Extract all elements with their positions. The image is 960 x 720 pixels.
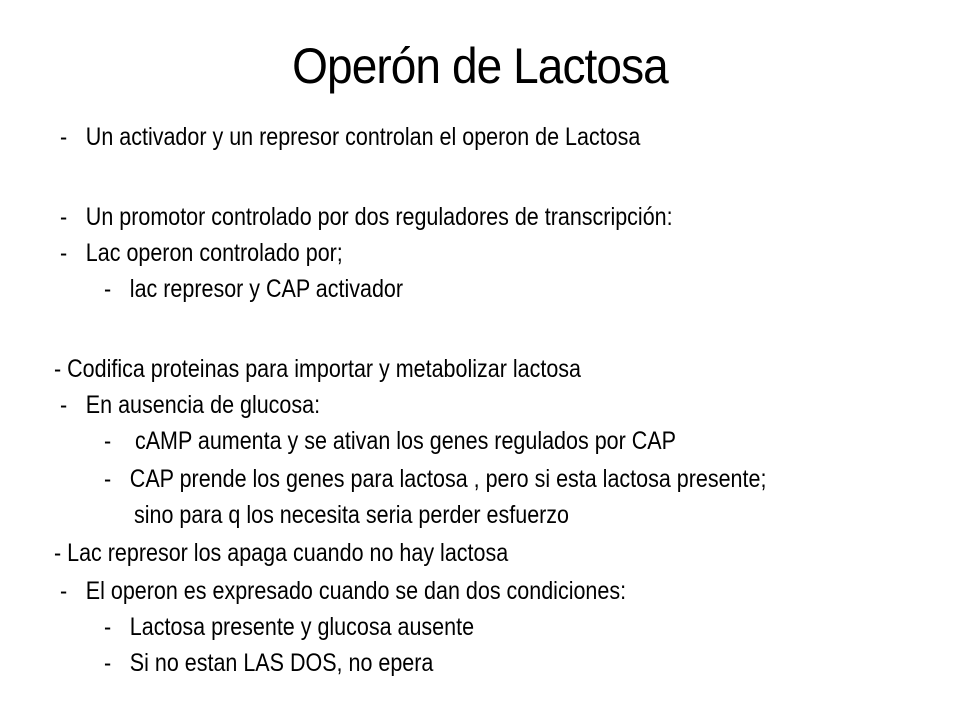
bullet-text: Un activador y un represor controlan el operon de Lactosa <box>85 123 641 151</box>
bullet-marker: - <box>104 613 112 641</box>
bullet-text: - Lac represor los apaga cuando no hay lactosa <box>54 539 509 567</box>
bullet-marker: - <box>60 239 68 267</box>
bullet-text: Un promotor controlado por dos reguladores de transcripción: <box>85 203 673 231</box>
bullet-marker: - <box>104 427 112 455</box>
bullet-marker: - <box>60 391 68 419</box>
bullet-marker: - <box>60 123 68 151</box>
bullet-text: CAP prende los genes para lactosa , pero si esta lactosa presente; <box>129 465 767 493</box>
bullet-marker: - <box>60 577 68 605</box>
bullet-marker: - <box>60 203 68 231</box>
bullet-text: sino para q los necesita seria perder esfuerzo <box>134 501 570 529</box>
slide-title: Operón de Lactosa <box>292 38 668 94</box>
bullet-text: Lac operon controlado por; <box>85 239 343 267</box>
bullet-text: En ausencia de glucosa: <box>85 391 321 419</box>
bullet-text: El operon es expresado cuando se dan dos condiciones: <box>85 577 627 605</box>
bullet-marker: - <box>104 649 112 677</box>
bullet-text: - Codifica proteinas para importar y metabolizar lactosa <box>54 355 581 383</box>
bullet-marker: - <box>104 465 112 493</box>
bullet-text: Lactosa presente y glucosa ausente <box>129 613 475 641</box>
bullet-text: cAMP aumenta y se ativan los genes regulados por CAP <box>134 427 676 455</box>
bullet-text: Si no estan LAS DOS, no epera <box>129 649 434 677</box>
bullet-text: lac represor y CAP activador <box>129 275 404 303</box>
bullet-marker: - <box>104 275 112 303</box>
